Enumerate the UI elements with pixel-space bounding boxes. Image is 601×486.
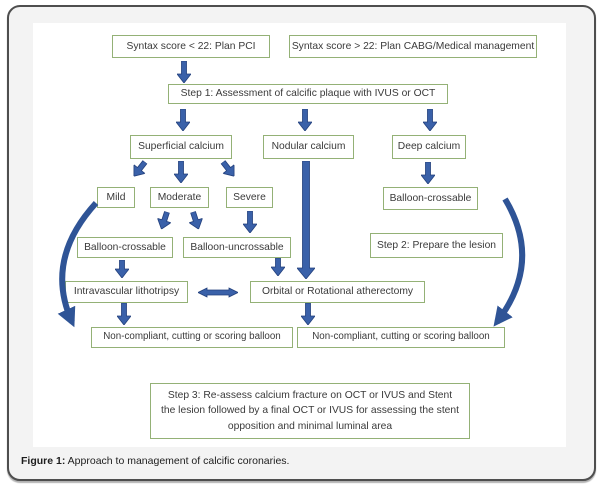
figure-caption-label: Figure 1: xyxy=(21,455,66,467)
node-step2-prepare-lesion: Step 2: Prepare the lesion xyxy=(370,233,503,258)
down-arrow-lithotripsy-to-balloon-icon xyxy=(117,303,131,325)
down-arrow-atherectomy-to-balloon-icon xyxy=(301,303,315,325)
node-balloon-crossable-deep: Balloon-crossable xyxy=(383,187,478,210)
node-non-compliant-balloon-left: Non-compliant, cutting or scoring balloon xyxy=(91,327,293,348)
node-balloon-crossable: Balloon-crossable xyxy=(77,237,173,258)
down-arrow-syntax-to-step1-icon xyxy=(177,61,191,83)
node-nodular-calcium: Nodular calcium xyxy=(263,135,354,159)
down-arrow-deep-to-crossable-icon xyxy=(421,162,435,184)
node-moderate: Moderate xyxy=(150,187,209,208)
node-step3-reassess: Step 3: Re-assess calcium fracture on OCT or IVUS and Stent the lesion followed by a final OCT or IVUS for assessing the stent opposition and minimal luminal area xyxy=(150,383,470,439)
node-balloon-uncrossable: Balloon-uncrossable xyxy=(183,237,291,258)
node-syntax-score-cabg: Syntax score > 22: Plan CABG/Medical management xyxy=(289,35,537,58)
down-arrow-uncrossable-to-atherectomy-icon xyxy=(271,258,285,276)
figure-caption-text: Approach to management of calcific coronaries. xyxy=(65,455,290,467)
node-deep-calcium: Deep calcium xyxy=(392,135,466,159)
node-step1-assessment: Step 1: Assessment of calcific plaque with IVUS or OCT xyxy=(168,84,448,104)
node-superficial-calcium: Superficial calcium xyxy=(130,135,232,159)
double-arrow-lithotripsy-atherectomy-icon xyxy=(198,286,238,299)
node-severe: Severe xyxy=(226,187,273,208)
node-intravascular-lithotripsy: Intravascular lithotripsy xyxy=(65,281,188,303)
node-mild: Mild xyxy=(97,187,135,208)
down-arrow-step1-to-deep-icon xyxy=(423,109,437,131)
figure-caption xyxy=(21,455,289,467)
down-arrow-step1-to-superficial-icon xyxy=(176,109,190,131)
node-non-compliant-balloon-right: Non-compliant, cutting or scoring balloon xyxy=(297,327,505,348)
down-arrow-crossable-to-lithotripsy-icon xyxy=(115,260,129,278)
down-arrow-step1-to-nodular-icon xyxy=(298,109,312,131)
node-orbital-rotational-atherectomy: Orbital or Rotational atherectomy xyxy=(250,281,425,303)
long-arrow-nodular-to-atherectomy-icon xyxy=(297,161,315,279)
down-arrow-severe-to-uncrossable-icon xyxy=(243,211,257,233)
node-syntax-score-pci: Syntax score < 22: Plan PCI xyxy=(112,35,270,58)
down-arrow-superficial-to-moderate-icon xyxy=(174,161,188,183)
